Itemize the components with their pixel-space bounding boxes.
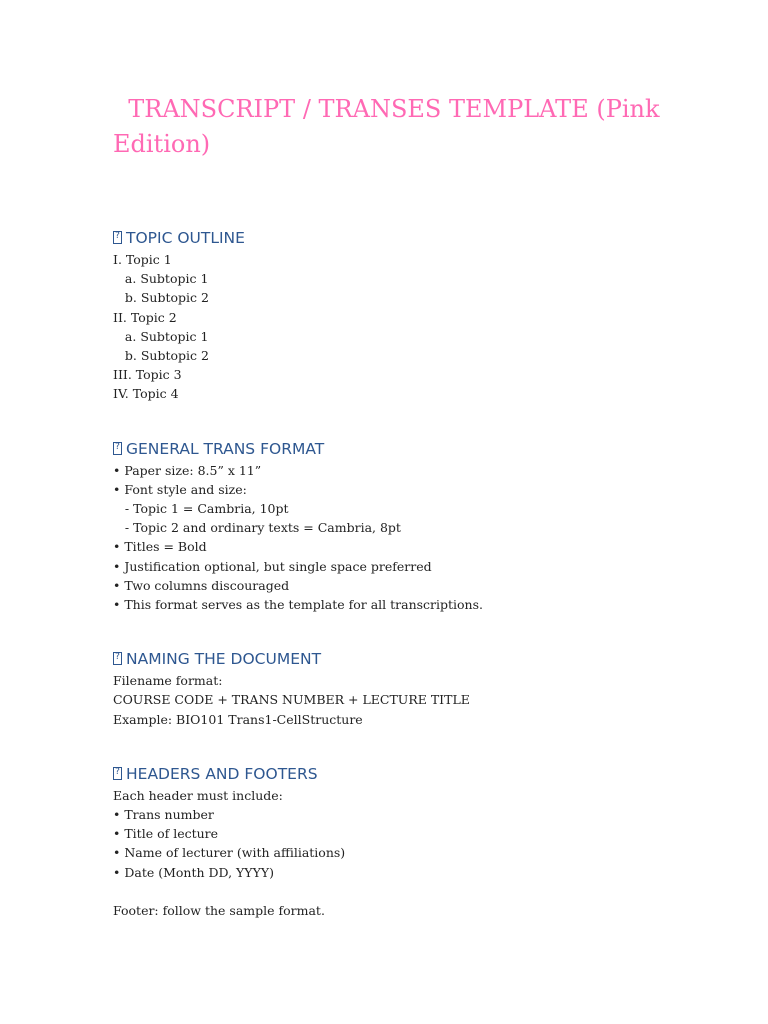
missing-glyph-icon [113,652,122,665]
headers-line: • Date (Month DD, YYYY) [113,864,274,880]
section-heading [113,437,713,461]
blank-line [113,882,713,901]
outline-line: b. Subtopic 2 [113,348,209,364]
format-line: • Titles = Bold [113,539,207,555]
section-general-format [113,437,713,615]
outline-line: I. Topic 1 [113,252,172,267]
format-line: • Paper size: 8.5” x 11” [113,462,262,478]
outline-line: II. Topic 2 [113,309,177,325]
headers-line: • Name of lecturer (with affiliations) [113,845,346,861]
outline-line: III. Topic 3 [113,367,182,383]
format-line: • Justification optional, but single space preferred [113,558,432,574]
outline-line: IV. Topic 4 [113,386,179,402]
section-naming [113,647,713,729]
format-line: • Font style and size: [113,481,247,497]
headers-line: Each header must include: [113,787,283,803]
missing-glyph-icon [113,767,122,780]
section-heading-text: NAMING THE DOCUMENT [126,650,322,669]
section-heading [113,647,713,671]
format-line: - Topic 2 and ordinary texts = Cambria, 8pt [113,520,401,536]
missing-glyph-icon [113,442,122,455]
section-topic-outline [113,226,713,404]
document-title: TRANSCRIPT / TRANSES TEMPLATE (Pink Edition) [113,95,668,158]
headers-line: • Trans number [113,807,214,823]
section-heading-text: GENERAL TRANS FORMAT [126,439,325,458]
section-heading-text: HEADERS AND FOOTERS [126,764,318,783]
outline-line: a. Subtopic 1 [113,271,209,287]
headers-line: • Title of lecture [113,826,219,842]
naming-line: COURSE CODE + TRANS NUMBER + LECTURE TITLE [113,692,470,708]
naming-line: Example: BIO101 Trans1-CellStructure [113,711,363,727]
outline-line: a. Subtopic 1 [113,328,209,344]
section-heading [113,762,713,786]
outline-line: b. Subtopic 2 [113,290,209,306]
missing-glyph-icon [113,231,122,244]
section-heading [113,226,713,250]
format-line: • This format serves as the template for all transcriptions. [113,597,483,613]
section-heading-text: TOPIC OUTLINE [126,229,245,247]
footer-line: Footer: follow the sample format. [113,903,325,919]
section-headers-footers [113,762,713,920]
document-page [113,92,713,920]
format-line: - Topic 1 = Cambria, 10pt [113,501,289,517]
naming-line: Filename format: [113,673,223,689]
format-line: • Two columns discouraged [113,577,290,593]
